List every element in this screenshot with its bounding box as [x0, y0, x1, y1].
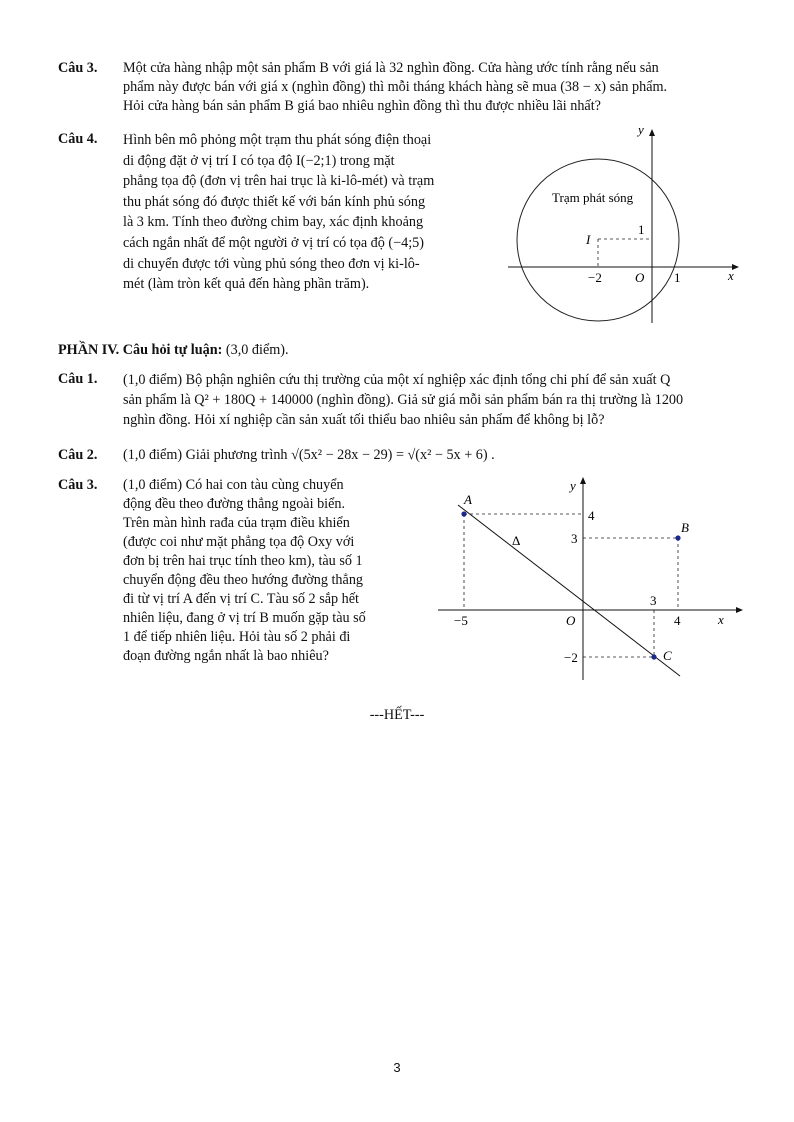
tick-label: −2 [588, 270, 602, 285]
question-4-text [123, 130, 463, 295]
y-axis-label: y [570, 478, 576, 493]
essay-1-label: Câu 1. [58, 371, 98, 387]
point-b-label: B [681, 520, 689, 535]
question-3-text [123, 59, 736, 116]
text-line: thu phát sóng đó được thiết kế với bán kính phủ sóng [123, 193, 426, 210]
text-line: di chuyển được tới vùng phủ sóng theo đơn vị ki-lô- [123, 255, 420, 272]
text-line: 1 để tiếp nhiên liệu. Hỏi tàu số 2 phải đi [123, 629, 351, 645]
point-c-label: C [663, 648, 672, 663]
text-line: đoạn đường ngắn nhất là bao nhiêu? [123, 648, 329, 664]
tick-label: 4 [588, 508, 595, 523]
page-number: 3 [393, 1060, 401, 1075]
text-line: đơn bị trên hai trục tính theo km), tàu số 1 [123, 553, 363, 569]
text-line: di động đặt ở vị trí I có tọa độ I(−2;1) trong mặt [123, 152, 395, 169]
text-line: (1,0 điểm) Giải phương trình √(5x² − 28x − 29) = √(x² − 5x + 6) . [123, 447, 495, 463]
point-a-label: A [464, 492, 472, 507]
essay-2-label: Câu 2. [58, 447, 98, 463]
text-line: đi từ vị trí A đến vị trí C. Tàu số 2 sắp hết [123, 591, 359, 607]
text-line: cách ngắn nhất để một người ở vị trí có tọa độ (−4;5) [123, 234, 424, 251]
text-line: nhiên liệu, đang ở vị trí B muốn gặp tàu số [123, 610, 366, 626]
essay-1-text [123, 370, 736, 430]
text-line: Hỏi cửa hàng bán sản phẩm B giá bao nhiêu nghìn đồng thì thu được nhiều lãi nhất? [123, 98, 601, 114]
section-heading [58, 341, 289, 360]
text-line: động đều theo đường thẳng ngoài biển. [123, 496, 346, 512]
station-label: Trạm phát sóng [552, 190, 634, 205]
origin-label: O [635, 270, 645, 285]
text-line: Trên màn hình rađa của trạm điều khiển [123, 515, 350, 531]
question-4-label: Câu 4. [58, 131, 98, 147]
x-axis-label: x [728, 268, 734, 283]
section-title: PHẦN IV. Câu hỏi tự luận: [58, 342, 223, 358]
text-line: là 3 km. Tính theo đường chim bay, xác định khoảng [123, 214, 424, 231]
tick-label: −2 [564, 650, 578, 665]
radar-figure [430, 470, 750, 685]
text-line: (1,0 điểm) Bộ phận nghiên cứu thị trường của một xí nghiệp xác định tổng chi phí để sản xuất Q [123, 372, 671, 388]
tick-label: 3 [571, 531, 578, 546]
text-line: Một cửa hàng nhập một sản phẩm B với giá là 32 nghìn đồng. Cửa hàng ước tính rằng nếu sản [123, 60, 659, 76]
end-marker: ---HẾT--- [369, 707, 425, 723]
y-axis-label: y [638, 122, 644, 137]
text-line: chuyển động đều theo hướng đường thẳng [123, 572, 364, 588]
point-a [461, 511, 466, 516]
text-line: (được coi như mặt phẳng tọa độ Oxy với [123, 534, 355, 550]
origin-label: O [566, 613, 576, 628]
x-axis-label: x [718, 612, 724, 627]
essay-3-text [123, 476, 398, 666]
question-3-label: Câu 3. [58, 60, 98, 76]
text-line: phẩm này được bán với giá x (nghìn đồng) thì mỗi tháng khách hàng sẽ mua (38 − x) sản phẩm. [123, 79, 668, 95]
essay-2-text [123, 446, 736, 465]
text-line: sản phẩm là Q² + 180Q + 140000 (nghìn đồng). Giả sử giá mỗi sản phẩm bán ra thị trường là 1200 [123, 392, 684, 408]
point-i-label: I [586, 232, 591, 247]
text-line: (1,0 điểm) Có hai con tàu cùng chuyển [123, 477, 344, 493]
tick-label: 3 [650, 593, 657, 608]
essay-3-label: Câu 3. [58, 477, 98, 493]
delta-label: Δ [512, 533, 521, 548]
station-coverage-figure [500, 118, 750, 328]
text-line: nghìn đồng. Hỏi xí nghiệp cần sản xuất tối thiểu bao nhiêu sản phẩm để không bị lỗ? [123, 412, 605, 428]
point-c [651, 654, 656, 659]
point-b [675, 535, 680, 540]
text-line: phẳng tọa độ (đơn vị trên hai trục là ki-lô-mét) và trạm [123, 173, 435, 190]
tick-label: 1 [638, 222, 645, 237]
text-line: mét (làm tròn kết quả đến hàng phần trăm). [123, 276, 370, 293]
tick-label: −5 [454, 613, 468, 628]
section-points: (3,0 điểm). [225, 342, 289, 358]
tick-label: 1 [674, 270, 681, 285]
tick-label: 4 [674, 613, 681, 628]
text-line: Hình bên mô phỏng một trạm thu phát sóng điện thoại [123, 132, 432, 148]
